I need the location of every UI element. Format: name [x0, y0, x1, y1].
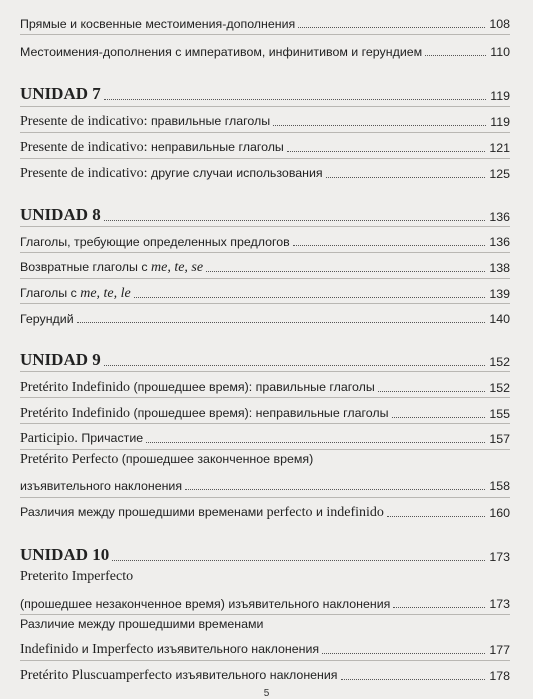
leader-dots [341, 679, 486, 680]
toc-entry-line[interactable] [20, 613, 510, 635]
toc-entry-page: 152 [489, 381, 510, 395]
unit-title: UNIDAD 10 [20, 545, 110, 564]
toc-entry-title: Pretérito Indefinido (прошедшее время): неправильные глаголы [20, 406, 389, 421]
unit-title: UNIDAD 7 [20, 84, 101, 103]
leader-dots [206, 271, 485, 272]
leader-dots [326, 177, 486, 178]
toc-entry-line[interactable] [20, 448, 510, 470]
toc-entry[interactable] [20, 400, 510, 422]
unit-page: 173 [489, 550, 510, 564]
leader-dots [322, 653, 485, 654]
toc-entry-page: 110 [490, 45, 510, 59]
leader-dots [293, 245, 486, 246]
toc-entry-title: Возвратные глаголы с me, te, se [20, 260, 204, 275]
toc-entry-page: 136 [489, 235, 510, 249]
leader-dots [185, 489, 485, 490]
divider [20, 660, 510, 661]
leader-dots [112, 560, 485, 561]
toc-entry-title: Pretérito Perfecto (прошедшее законченное время) [20, 452, 314, 467]
toc-entry[interactable] [20, 499, 510, 521]
divider [20, 226, 510, 227]
toc-entry-title: Preterito Imperfecto [20, 569, 134, 584]
toc-entry[interactable] [20, 108, 510, 130]
unit-heading-9[interactable] [20, 348, 510, 370]
unit-title: UNIDAD 8 [20, 205, 101, 224]
unit-heading-8[interactable] [20, 203, 510, 225]
leader-dots [104, 99, 486, 100]
leader-dots [104, 220, 486, 221]
toc-entry-page: 139 [489, 287, 510, 301]
unit-heading-7[interactable] [20, 82, 510, 104]
toc-entry[interactable] [20, 228, 510, 250]
toc-entry[interactable] [20, 425, 510, 447]
unit-heading-10[interactable] [20, 543, 510, 565]
unit-page: 136 [489, 210, 510, 224]
toc-entry-page: 119 [490, 115, 510, 129]
toc-entry-title: Местоимения-дополнения с императивом, инфинитивом и герундием [20, 45, 423, 59]
divider [20, 158, 510, 159]
divider [20, 278, 510, 279]
leader-dots [273, 125, 486, 126]
leader-dots [387, 516, 485, 517]
toc-entry-page: 121 [489, 141, 510, 155]
toc-entry[interactable] [20, 280, 510, 302]
leader-dots [425, 55, 486, 56]
divider [20, 132, 510, 133]
toc-entry-title: Глаголы, требующие определенных предлогов [20, 235, 290, 249]
toc-entry-title: Presente de indicativo: правильные глаголы [20, 114, 271, 129]
toc-entry-page: 140 [489, 312, 510, 326]
unit-title: UNIDAD 9 [20, 350, 101, 369]
toc-entry-page: 157 [489, 432, 510, 446]
toc-entry-page: 158 [489, 479, 510, 493]
divider [20, 34, 510, 35]
divider [20, 497, 510, 498]
toc-entry-title: Различие между прошедшими временами [20, 617, 264, 631]
toc-entry-page: 155 [489, 407, 510, 421]
divider [20, 106, 510, 107]
leader-dots [298, 27, 485, 28]
toc-entry-line[interactable] [20, 566, 510, 588]
toc-entry-page: 125 [489, 167, 510, 181]
divider [20, 397, 510, 398]
toc-entry[interactable] [20, 662, 510, 684]
toc-entry[interactable] [20, 160, 510, 182]
toc-entry-title: Различия между прошедшими временами perfecto и indefinido [20, 505, 384, 520]
toc-entry-title: Indefinido и Imperfecto изъявительного наклонения [20, 642, 320, 657]
toc-entry[interactable] [20, 134, 510, 156]
divider [20, 252, 510, 253]
toc-entry-page: 138 [489, 261, 510, 275]
leader-dots [134, 297, 486, 298]
toc-entry[interactable] [20, 10, 510, 32]
leader-dots [393, 607, 485, 608]
toc-entry[interactable] [20, 590, 510, 612]
toc-entry-title: Pretérito Pluscuamperfecto изъявительного наклонения [20, 668, 338, 683]
toc-entry-page: 160 [489, 506, 510, 520]
toc-entry-title: Глаголы с me, te, le [20, 286, 131, 301]
toc-entry-page: 178 [489, 669, 510, 683]
toc-entry-title: Pretérito Indefinido (прошедшее время): правильные глаголы [20, 380, 375, 395]
divider [20, 303, 510, 304]
toc-entry-title: Герундий [20, 312, 74, 326]
leader-dots [378, 391, 486, 392]
unit-page: 119 [490, 89, 510, 103]
toc-entry-title: Presente de indicativo: неправильные глаголы [20, 140, 284, 155]
leader-dots [104, 365, 486, 366]
toc-entry-title: (прошедшее незаконченное время) изъявительного наклонения [20, 597, 391, 611]
toc-entry-title: изъявительного наклонения [20, 479, 183, 493]
page-number: 5 [263, 688, 270, 699]
unit-page: 152 [489, 355, 510, 369]
toc-entry-page: 173 [489, 597, 510, 611]
divider [20, 423, 510, 424]
toc-entry[interactable] [20, 374, 510, 396]
toc-entry[interactable] [20, 38, 510, 60]
leader-dots [146, 442, 485, 443]
toc-entry-title: Прямые и косвенные местоимения-дополнения [20, 17, 296, 31]
divider [20, 371, 510, 372]
toc-entry[interactable] [20, 636, 510, 658]
toc-entry[interactable] [20, 254, 510, 276]
toc-entry-page: 177 [489, 643, 510, 657]
toc-entry[interactable] [20, 305, 510, 327]
toc-entry[interactable] [20, 472, 510, 494]
leader-dots [287, 151, 485, 152]
leader-dots [77, 322, 486, 323]
toc-entry-title: Participio. Причастие [20, 431, 144, 446]
toc-entry-page: 108 [489, 17, 510, 31]
toc-entry-title: Presente de indicativo: другие случаи использования [20, 166, 323, 181]
leader-dots [392, 417, 486, 418]
